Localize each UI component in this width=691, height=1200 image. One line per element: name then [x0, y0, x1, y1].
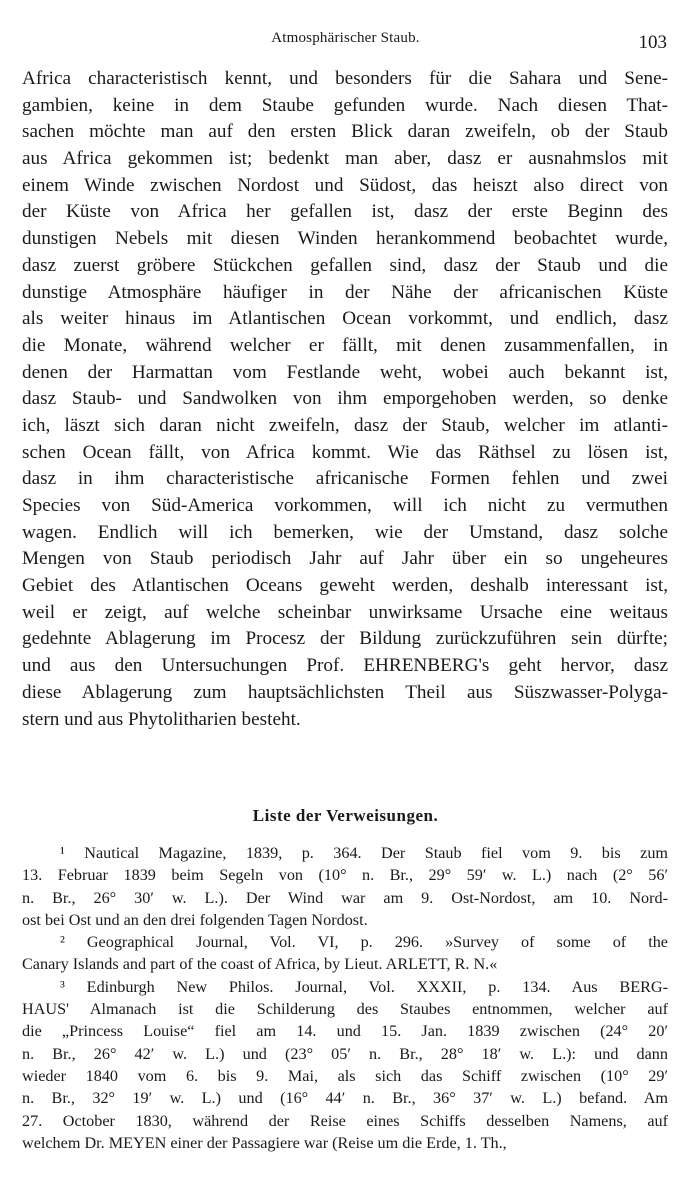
body-line: ich, läszt sich daran nicht zweifeln, dasz der Staub, welcher im atlanti- [22, 414, 668, 436]
page-number: 103 [638, 32, 667, 53]
body-line: sachen möchte man auf den ersten Blick daran zweifeln, ob der Staub [22, 121, 668, 143]
body-line: als weiter hinaus im Atlantischen Ocean vorkommt, und endlich, dasz [22, 308, 668, 330]
body-line: die Monate, während welcher er fällt, mit denen zusammenfallen, in [22, 334, 668, 356]
note-line: 13. Februar 1839 beim Segeln von (10° n. Br., 29° 59′ w. L.) nach (2° 56′ [22, 866, 668, 885]
body-line: aus Africa gekommen ist; bedenkt man aber, dasz er ausnahmslos mit [22, 148, 668, 170]
body-line: Gebiet des Atlantischen Oceans geweht werden, deshalb interessant ist, [22, 575, 668, 597]
note-line: n. Br., 26° 42′ w. L.) und (23° 05′ n. Br., 28° 18′ w. L.): und dann [22, 1044, 668, 1063]
note-line: ³ Edinburgh New Philos. Journal, Vol. XXXII, p. 134. Aus BERG- [60, 977, 668, 996]
note-line: die „Princess Louise“ fiel am 14. und 15. Jan. 1839 zwischen (24° 20′ [22, 1022, 668, 1041]
body-line: stern und aus Phytolitharien besteht. [22, 708, 301, 730]
note-line: HAUS' Almanach ist die Schilderung des Staubes entnommen, welcher auf [22, 1000, 668, 1019]
reference-notes [22, 842, 668, 1154]
note-line: ¹ Nautical Magazine, 1839, p. 364. Der Staub fiel vom 9. bis zum [60, 844, 668, 862]
note-line: 27. October 1830, während der Reise eines Schiffs desselben Namens, auf [22, 1111, 668, 1130]
note-line: n. Br., 32° 19′ w. L.) und (16° 44′ n. Br., 36° 37′ w. L.) befand. Am [22, 1089, 668, 1108]
note-line: welchem Dr. MEYEN einer der Passagiere war (Reise um die Erde, 1. Th., [22, 1133, 507, 1152]
body-line: gambien, keine in dem Staube gefunden wurde. Nach diesen That- [22, 94, 668, 116]
body-line: Africa characteristisch kennt, und besonders für die Sahara und Sene- [22, 68, 668, 89]
note-line: ² Geographical Journal, Vol. VI, p. 296. »Survey of some of the [60, 933, 668, 952]
body-line: wagen. Endlich will ich bemerken, wie der Umstand, dasz solche [22, 521, 668, 543]
body-line: der Küste von Africa her gefallen ist, dasz der erste Beginn des [22, 201, 668, 223]
body-line: Mengen von Staub periodisch Jahr auf Jahr über ein so ungeheures [22, 548, 668, 570]
body-line: dunstige Atmosphäre häufiger in der Nähe der africanischen Küste [22, 281, 668, 303]
body-line: diese Ablagerung zum hauptsächlichsten Theil aus Süszwasser-Polyga- [22, 681, 668, 703]
body-text [22, 66, 668, 733]
running-head: Atmosphärischer Staub. [271, 30, 420, 46]
body-line: dasz zuerst gröbere Stückchen gefallen sind, dasz der Staub und die [22, 254, 668, 276]
body-line: dunstigen Nebels mit diesen Winden herankommend beobachtet wurde, [22, 228, 668, 250]
body-line: dasz Staub- und Sandwolken von ihm emporgehoben werden, so denke [22, 388, 668, 410]
body-line: Species von Süd-America vorkommen, will ich nicht zu vermuthen [22, 495, 668, 516]
body-line: dasz in ihm characteristische africanische Formen fehlen und zwei [22, 468, 668, 490]
section-heading: Liste der Verweisungen. [252, 806, 439, 825]
body-line: einem Winde zwischen Nordost und Südost, das heiszt also direct von [22, 174, 668, 196]
note-line: wieder 1840 vom 6. bis 9. Mai, als sich das Schiff zwischen (10° 29′ [22, 1066, 668, 1085]
note-line: Canary Islands and part of the coast of Africa, by Lieut. ARLETT, R. N.« [22, 955, 498, 974]
body-line: denen der Harmattan vom Festlande weht, wobei auch bekannt ist, [22, 361, 668, 383]
body-line: gedehnte Ablagerung im Procesz der Bildung zurückzuführen sein dürfte; [22, 628, 668, 650]
body-line: und aus den Untersuchungen Prof. EHRENBERG's geht hervor, dasz [22, 655, 668, 677]
body-line: schen Ocean fällt, von Africa kommt. Wie das Räthsel zu lösen ist, [22, 441, 668, 463]
note-line: ost bei Ost und an den drei folgenden Tagen Nordost. [22, 910, 368, 929]
body-line: weil er zeigt, auf welche scheinbar unwirksame Ursache eine weitaus [22, 601, 668, 623]
note-line: n. Br., 26° 30′ w. L.). Der Wind war am 9. Ost-Nordost, am 10. Nord- [22, 888, 668, 907]
